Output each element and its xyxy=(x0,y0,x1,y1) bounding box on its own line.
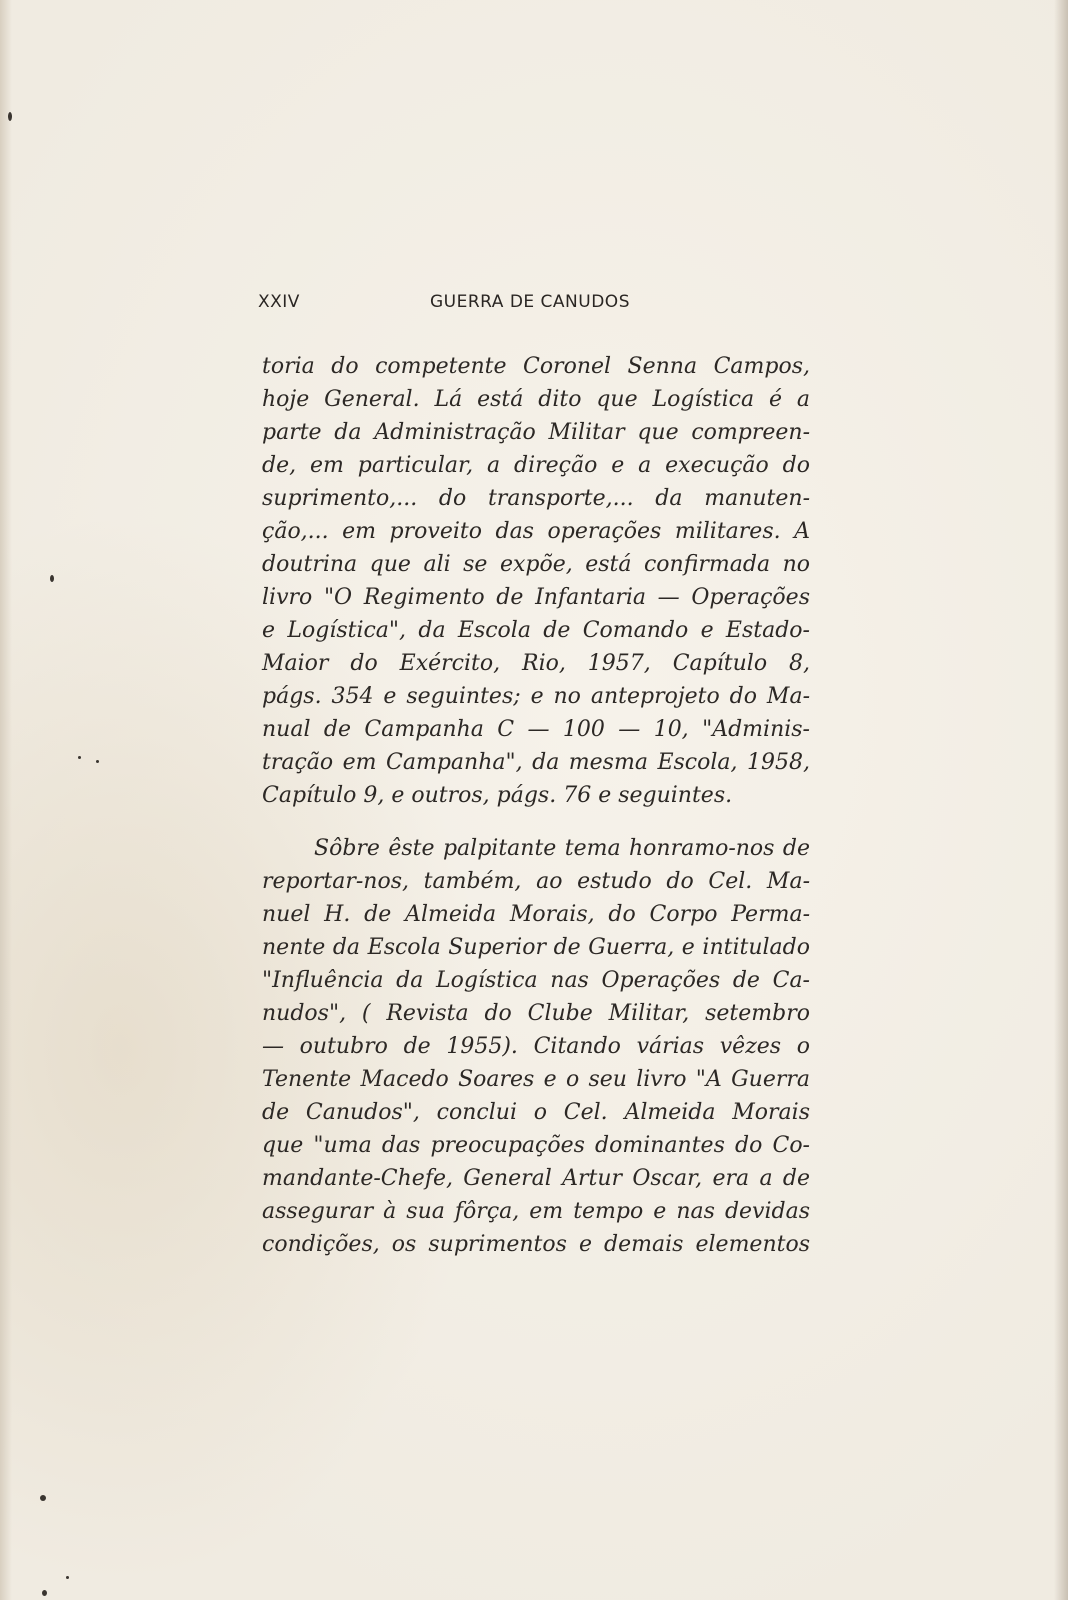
paragraph xyxy=(262,350,810,812)
text-line: págs. 354 e seguintes; e no anteprojeto do Ma- xyxy=(262,684,810,709)
paper-speck xyxy=(96,760,99,763)
text-line: condições, os suprimentos e demais elementos xyxy=(262,1232,810,1257)
text-line: assegurar à sua fôrça, em tempo e nas devidas xyxy=(262,1199,810,1224)
text-line: tração em Campanha", da mesma Escola, 1958, xyxy=(262,750,810,775)
text-line: suprimento,... do transporte,... da manuten- xyxy=(262,486,810,511)
text-line: de, em particular, a direção e a execução do xyxy=(262,453,810,478)
paragraph-gap xyxy=(262,812,810,832)
paragraph xyxy=(262,832,810,1261)
text-line: e Logística", da Escola de Comando e Estado- xyxy=(262,618,810,643)
text-line: nuel H. de Almeida Morais, do Corpo Perma- xyxy=(262,902,810,927)
paper-speck xyxy=(50,575,54,582)
text-line: nual de Campanha C — 100 — 10, "Adminis- xyxy=(262,717,810,742)
body-text xyxy=(262,350,810,1261)
page-left-edge-shadow xyxy=(0,0,12,1600)
running-header xyxy=(258,292,678,318)
text-line: reportar-nos, também, ao estudo do Cel. Ma- xyxy=(262,869,810,894)
text-line: que "uma das preocupações dominantes do Co- xyxy=(262,1133,810,1158)
paper-speck xyxy=(42,1590,47,1596)
text-line: mandante-Chefe, General Artur Oscar, era a de xyxy=(262,1166,810,1191)
text-line: toria do competente Coronel Senna Campos, xyxy=(262,354,810,379)
text-line: parte da Administração Militar que compreen- xyxy=(262,420,810,445)
text-line: nudos", ( Revista do Clube Militar, setembro xyxy=(262,1001,810,1026)
text-line: — outubro de 1955). Citando várias vêzes o xyxy=(262,1034,810,1059)
paper-speck xyxy=(66,1576,69,1579)
page-number: XXIV xyxy=(258,292,300,312)
text-line: livro "O Regimento de Infantaria — Operações xyxy=(262,585,810,610)
text-line: Capítulo 9, e outros, págs. 76 e seguintes. xyxy=(262,783,733,808)
text-line: Sôbre êste palpitante tema honramo-nos de xyxy=(314,836,810,861)
paper-speck xyxy=(40,1495,46,1501)
text-line: Tenente Macedo Soares e o seu livro "A Guerra xyxy=(262,1067,810,1092)
paper-speck xyxy=(78,756,81,759)
text-line: ção,... em proveito das operações militares. A xyxy=(262,519,810,544)
text-line: hoje General. Lá está dito que Logística é a xyxy=(262,387,810,412)
text-line: "Influência da Logística nas Operações de Ca- xyxy=(262,968,810,993)
text-line: Maior do Exército, Rio, 1957, Capítulo 8, xyxy=(262,651,810,676)
text-line: de Canudos", conclui o Cel. Almeida Morais xyxy=(262,1100,810,1125)
page-right-edge-shadow xyxy=(1054,0,1068,1600)
text-line: doutrina que ali se expõe, está confirmada no xyxy=(262,552,810,577)
text-line: nente da Escola Superior de Guerra, e intitulado xyxy=(262,935,810,960)
paper-speck xyxy=(8,112,12,121)
running-title: GUERRA DE CANUDOS xyxy=(430,292,630,312)
